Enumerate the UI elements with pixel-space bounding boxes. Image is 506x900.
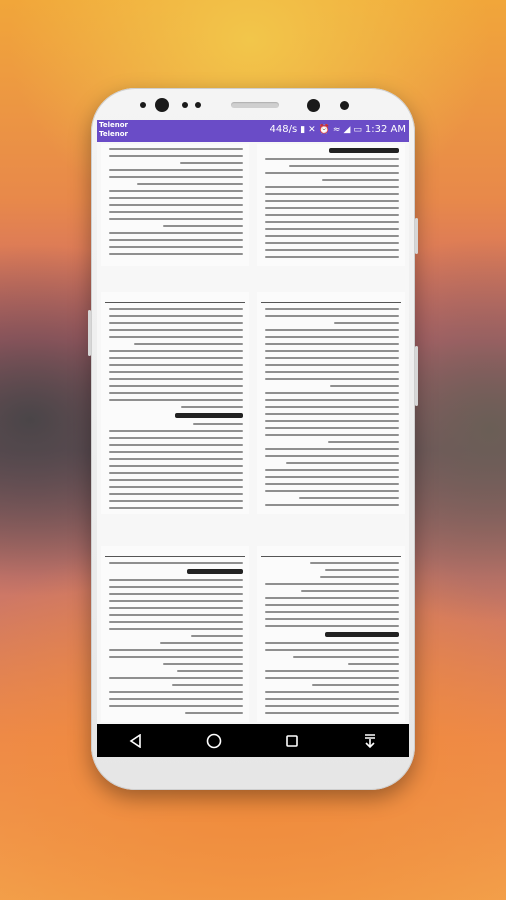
text-line <box>109 336 243 338</box>
text-line <box>109 705 243 707</box>
text-line <box>109 176 243 178</box>
text-line <box>109 472 243 474</box>
text-line <box>109 371 243 373</box>
text-line <box>265 371 399 373</box>
page-header-rule <box>105 302 245 303</box>
text-line <box>312 684 399 686</box>
text-line <box>177 670 243 672</box>
text-line <box>172 684 243 686</box>
text-line <box>265 476 399 478</box>
text-line <box>286 462 399 464</box>
text-line <box>265 256 399 258</box>
text-line <box>265 427 399 429</box>
text-line <box>109 378 243 380</box>
earpiece-speaker <box>231 102 279 108</box>
text-line <box>191 635 243 637</box>
text-line <box>325 569 399 571</box>
text-line <box>265 455 399 457</box>
text-line <box>109 698 243 700</box>
text-line <box>265 193 399 195</box>
text-line <box>265 343 399 345</box>
text-line <box>134 343 243 345</box>
text-line <box>265 186 399 188</box>
text-line <box>265 649 399 651</box>
text-line <box>109 500 243 502</box>
text-line <box>265 228 399 230</box>
text-line <box>180 162 243 164</box>
text-line <box>109 430 243 432</box>
text-line <box>265 448 399 450</box>
text-line <box>109 458 243 460</box>
carrier-label <box>99 121 128 139</box>
bluetooth-icon: ✕ <box>308 124 316 135</box>
text-line <box>299 497 399 499</box>
text-line <box>265 420 399 422</box>
text-line <box>163 663 243 665</box>
text-line <box>109 322 243 324</box>
front-camera <box>307 99 320 112</box>
phone-frame <box>91 88 415 790</box>
text-line <box>265 392 399 394</box>
text-line <box>109 656 243 658</box>
carrier-line1: Telenor <box>99 121 128 129</box>
sensor-dot <box>195 102 201 108</box>
text-line <box>289 165 399 167</box>
text-line <box>301 590 399 592</box>
text-line <box>109 190 243 192</box>
text-line <box>293 656 399 658</box>
text-line <box>265 158 399 160</box>
text-line <box>185 712 243 714</box>
front-camera <box>155 98 169 112</box>
text-line <box>334 322 399 324</box>
text-line <box>109 155 243 157</box>
text-line <box>109 437 243 439</box>
page-top-right <box>257 144 405 266</box>
recents-icon <box>285 734 299 748</box>
text-line <box>109 357 243 359</box>
text-line <box>109 211 243 213</box>
text-line <box>265 583 399 585</box>
text-line <box>265 434 399 436</box>
text-line <box>265 378 399 380</box>
text-line <box>109 169 243 171</box>
section-heading <box>175 413 244 418</box>
document-viewer[interactable] <box>97 142 409 724</box>
text-line <box>109 479 243 481</box>
home-button[interactable] <box>194 724 234 757</box>
text-line <box>265 413 399 415</box>
text-line <box>109 218 243 220</box>
text-line <box>109 607 243 609</box>
text-line <box>109 232 243 234</box>
text-line <box>265 597 399 599</box>
text-line <box>320 576 399 578</box>
text-line <box>265 249 399 251</box>
text-line <box>109 493 243 495</box>
recents-button[interactable] <box>272 724 312 757</box>
text-line <box>265 172 399 174</box>
page-header-rule <box>261 302 401 303</box>
back-button[interactable] <box>116 724 156 757</box>
text-line <box>265 677 399 679</box>
page-bottom-right <box>257 546 405 722</box>
text-line <box>265 504 399 506</box>
page-header-rule <box>261 556 401 557</box>
volume-button <box>88 310 91 356</box>
text-line <box>265 315 399 317</box>
text-line <box>265 469 399 471</box>
wifi-icon: ≈ <box>332 124 341 135</box>
text-line <box>265 308 399 310</box>
status-time: 1:32 AM <box>364 124 406 135</box>
text-line <box>265 698 399 700</box>
text-line <box>109 392 243 394</box>
text-line <box>109 649 243 651</box>
section-heading <box>325 632 399 637</box>
text-line <box>160 642 243 644</box>
navigation-bar <box>97 724 409 757</box>
phone-top-bezel <box>91 88 415 122</box>
text-line <box>265 350 399 352</box>
text-line <box>181 406 243 408</box>
text-line <box>109 350 243 352</box>
text-line <box>109 486 243 488</box>
phone-screen <box>97 120 409 757</box>
section-heading <box>329 148 399 153</box>
network-speed: 448/s <box>269 124 298 135</box>
text-line <box>109 507 243 509</box>
text-line <box>265 490 399 492</box>
text-line <box>109 691 243 693</box>
alarm-icon: ⏰ <box>318 124 330 135</box>
sensor-dot <box>182 102 188 108</box>
text-line <box>328 441 399 443</box>
text-line <box>348 663 399 665</box>
section-heading <box>187 569 243 574</box>
text-line <box>109 148 243 150</box>
power-button <box>415 218 418 254</box>
text-line <box>193 423 243 425</box>
text-line <box>109 308 243 310</box>
text-line <box>109 614 243 616</box>
page-top-left <box>101 144 249 266</box>
text-line <box>265 670 399 672</box>
sensor-dot <box>340 101 349 110</box>
side-button <box>415 346 418 406</box>
text-line <box>265 235 399 237</box>
text-line <box>265 642 399 644</box>
text-line <box>265 221 399 223</box>
text-line <box>109 579 243 581</box>
text-line <box>109 239 243 241</box>
text-line <box>265 705 399 707</box>
text-line <box>109 593 243 595</box>
text-line <box>322 179 399 181</box>
home-icon <box>206 733 222 749</box>
text-line <box>265 242 399 244</box>
battery-icon: ▭ <box>353 124 362 135</box>
text-line <box>109 204 243 206</box>
text-line <box>265 329 399 331</box>
text-line <box>265 611 399 613</box>
text-line <box>109 253 243 255</box>
download-icon <box>363 733 377 749</box>
text-line <box>137 183 243 185</box>
download-button[interactable] <box>350 724 390 757</box>
text-line <box>109 628 243 630</box>
text-line <box>109 600 243 602</box>
text-line <box>109 197 243 199</box>
text-line <box>109 385 243 387</box>
text-line <box>265 357 399 359</box>
text-line <box>265 364 399 366</box>
text-line <box>109 465 243 467</box>
page-middle-left <box>101 292 249 514</box>
text-line <box>265 691 399 693</box>
text-line <box>265 625 399 627</box>
sensor-dot <box>140 102 146 108</box>
text-line <box>265 399 399 401</box>
page-middle-right <box>257 292 405 514</box>
status-bar <box>97 120 409 142</box>
text-line <box>109 315 243 317</box>
text-line <box>265 618 399 620</box>
text-line <box>265 483 399 485</box>
text-line <box>109 586 243 588</box>
text-line <box>265 214 399 216</box>
text-line <box>109 399 243 401</box>
status-icons <box>270 124 406 135</box>
text-line <box>265 406 399 408</box>
text-line <box>109 562 243 564</box>
vibrate-icon: ▮ <box>300 124 306 135</box>
text-line <box>109 451 243 453</box>
text-line <box>109 677 243 679</box>
signal-icon: ◢ <box>343 124 351 135</box>
text-line <box>109 444 243 446</box>
text-line <box>265 336 399 338</box>
page-header-rule <box>105 556 245 557</box>
text-line <box>310 562 399 564</box>
carrier-line2: Telenor <box>99 130 128 138</box>
text-line <box>330 385 399 387</box>
back-icon <box>129 734 143 748</box>
text-line <box>265 712 399 714</box>
text-line <box>109 246 243 248</box>
text-line <box>109 621 243 623</box>
page-bottom-left <box>101 546 249 722</box>
text-line <box>265 207 399 209</box>
text-line <box>265 200 399 202</box>
text-line <box>109 364 243 366</box>
text-line <box>109 329 243 331</box>
text-line <box>265 604 399 606</box>
text-line <box>163 225 243 227</box>
